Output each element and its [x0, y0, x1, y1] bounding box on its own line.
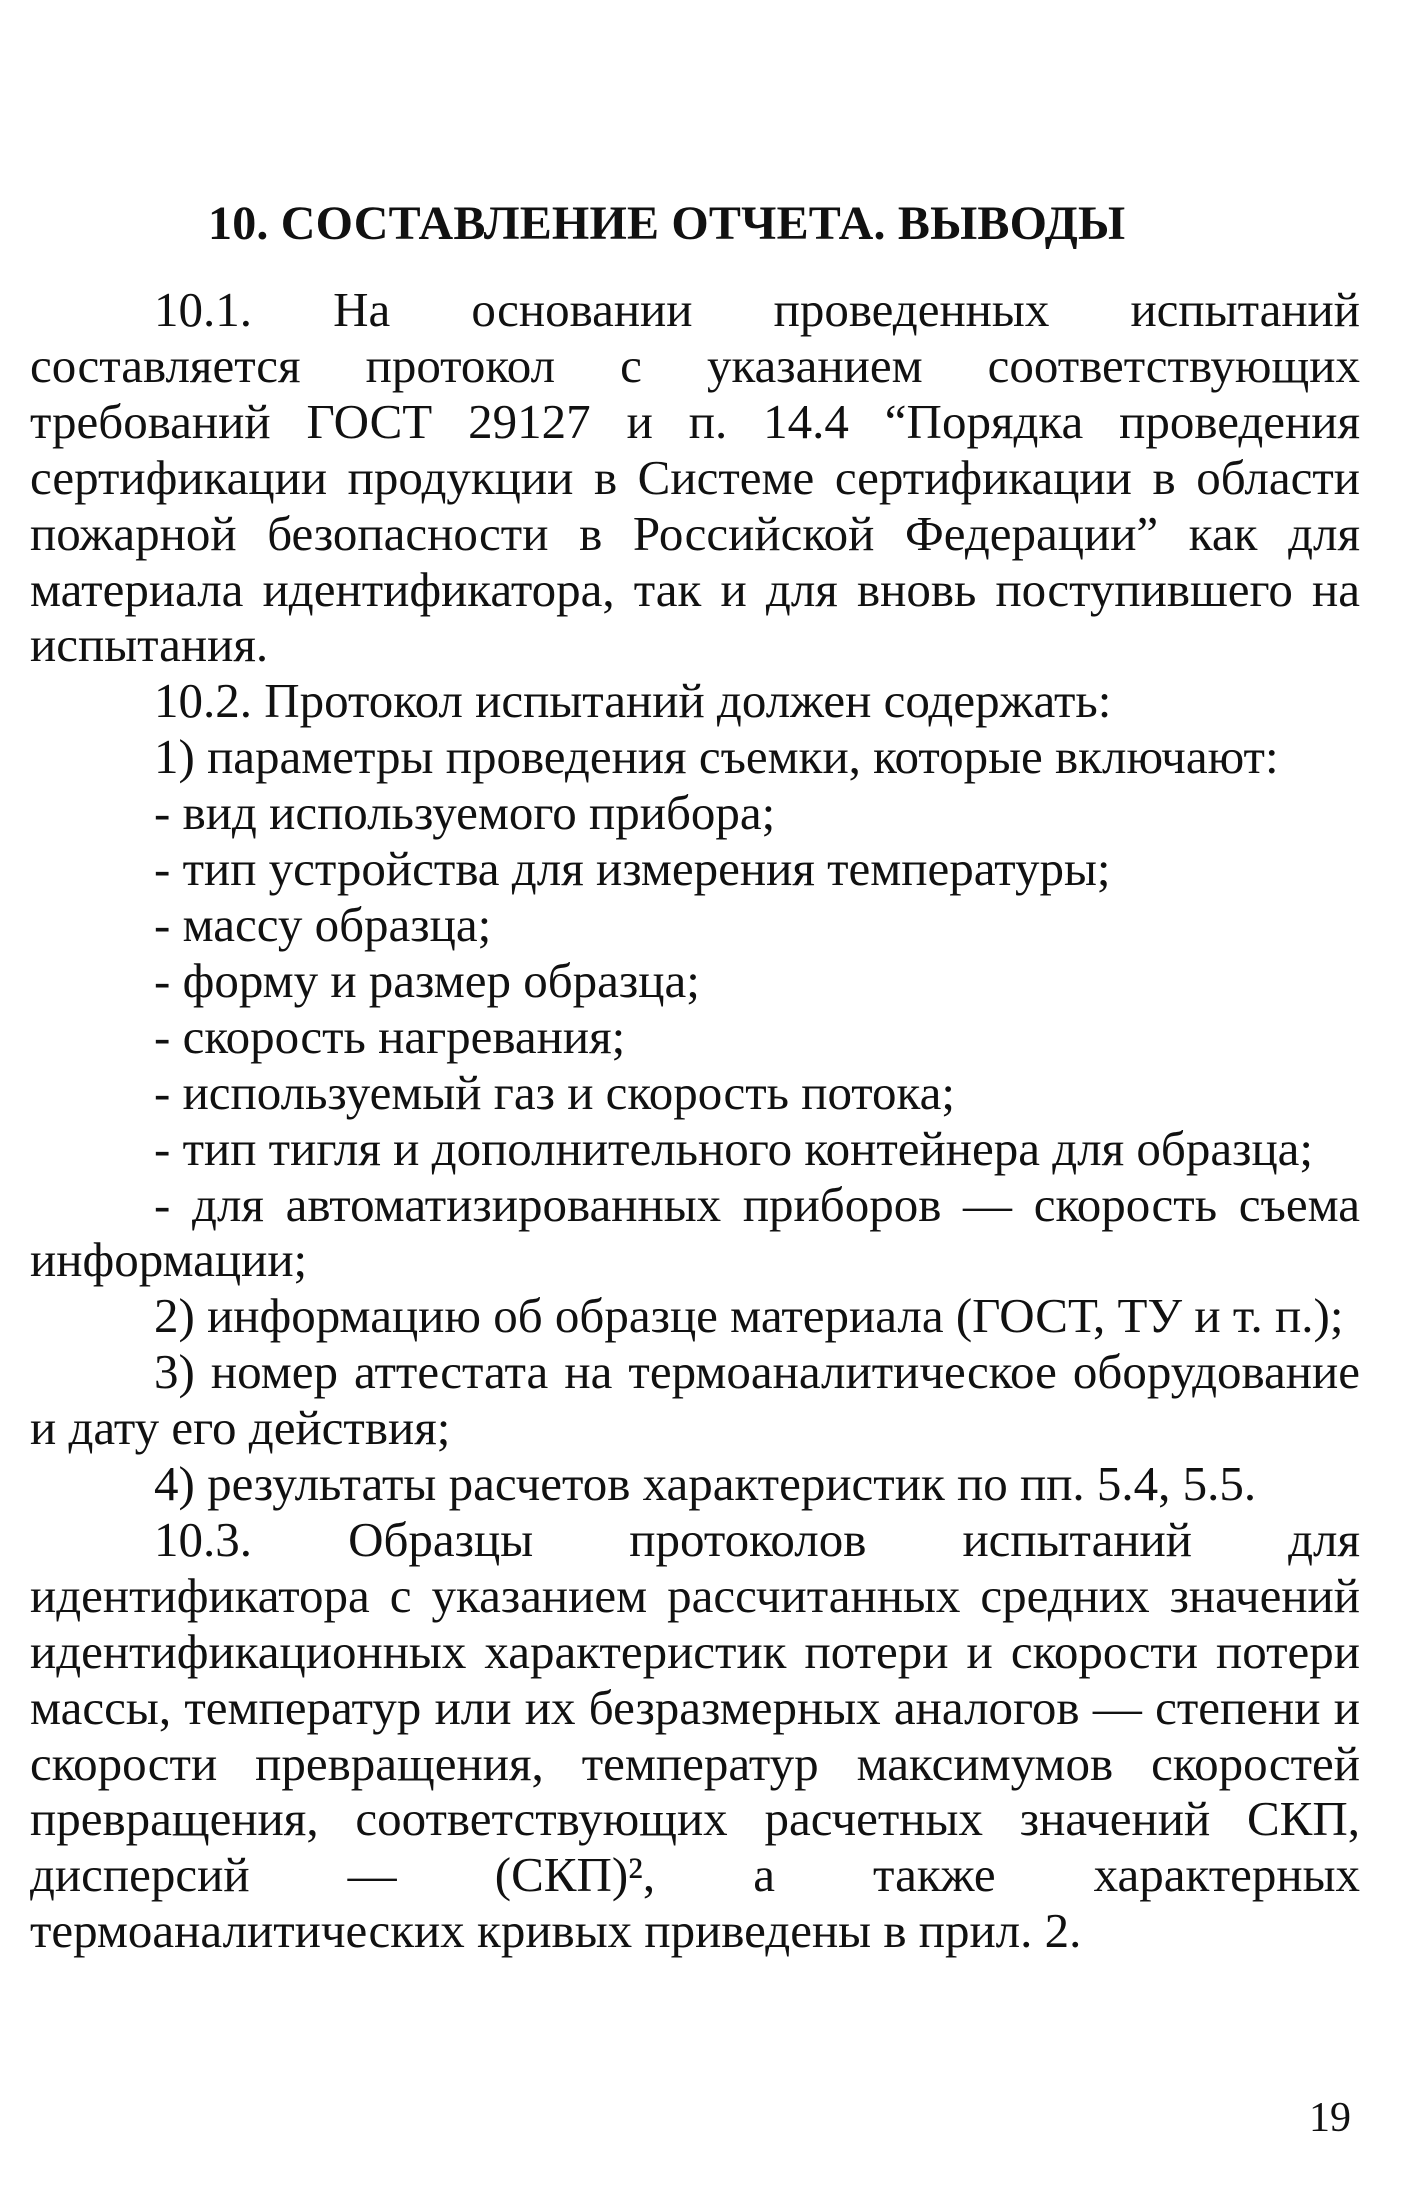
list-subitem-shape: - форму и размер образца; — [154, 952, 700, 1008]
list-subitem-heating-rate: - скорость нагревания; — [154, 1008, 626, 1064]
document-body — [30, 180, 1360, 1959]
paragraph-10-2: 10.2. Протокол испытаний должен содержать: — [154, 673, 1112, 729]
list-subitem-gas: - используемый газ и скорость потока; — [154, 1064, 955, 1120]
list-item-4: 4) результаты расчетов характеристик по пп. 5.4, 5.5. — [154, 1456, 1257, 1512]
paragraph-10-1: 10.1. На основании проведенных испытаний составляется протокол с указанием соответствующих требований ГОСТ 29127 и п. 14.4 “Порядка проведения сертификации продукции в Системе сертификации в области пожарной безопасности в Российской Федерации” как для материала идентификатора, так и для вновь поступившего на испытания. — [30, 282, 1360, 673]
list-item-3: 3) номер аттестата на термоаналитическое оборудование и дату его действия; — [30, 1344, 1360, 1456]
paragraph-10-3: 10.3. Образцы протоколов испытаний для идентификатора с указанием рассчитанных средних значений идентификационных характеристик потери и скорости потери массы, температур или их безразмерных аналогов — степени и скорости превращения, температур максимумов скоростей превращения, соответствующих расчетных значений СКП, дисперсий — (СКП)², а также характерных термоаналитических кривых приведены в прил. 2. — [30, 1511, 1360, 1959]
list-subitem-automation: - для автоматизированных приборов — скорость съема информации; — [30, 1176, 1360, 1288]
list-subitem-device: - вид используемого прибора; — [154, 785, 776, 841]
section-heading: 10. СОСТАВЛЕНИЕ ОТЧЕТА. ВЫВОДЫ — [208, 197, 1126, 250]
page-number: 19 — [1309, 2095, 1351, 2141]
list-subitem-mass: - массу образца; — [154, 896, 492, 952]
list-subitem-thermometer: - тип устройства для измерения температуры; — [154, 841, 1111, 897]
list-item-1: 1) параметры проведения съемки, которые включают: — [154, 729, 1279, 785]
list-item-2: 2) информацию об образце материала (ГОСТ, ТУ и т. п.); — [154, 1288, 1344, 1344]
list-subitem-crucible: - тип тигля и дополнительного контейнера для образца; — [154, 1120, 1314, 1176]
